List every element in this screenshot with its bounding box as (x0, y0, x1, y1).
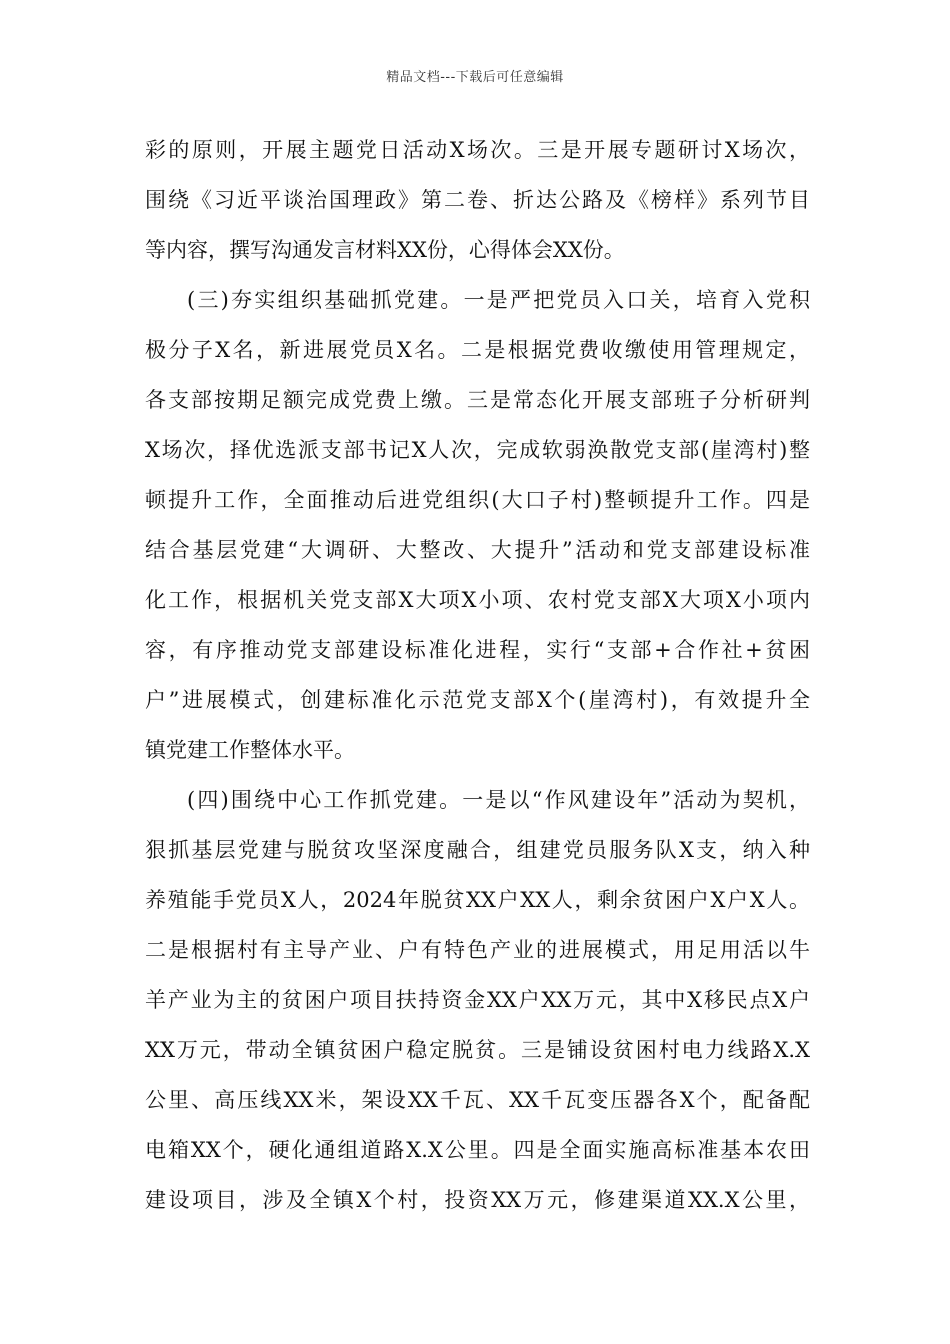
text-line: (四)围绕中心工作抓党建。一是以“作风建设年”活动为契机， (187, 788, 810, 812)
text-line: 羊产业为主的贫困户项目扶持资金XX户XX万元，其中X移民点X户 (145, 988, 810, 1012)
text-line: 围绕《习近平谈治国理政》第二卷、折达公路及《榜样》系列节目 (145, 188, 810, 212)
text-line: X场次，择优选派支部书记X人次，完成软弱涣散党支部(崖湾村)整 (145, 438, 810, 462)
text-line: 公里、高压线XX米，架设XX千瓦、XX千瓦变压器各X个，配备配 (145, 1088, 810, 1112)
text-line: 极分子X名，新进展党员X名。二是根据党费收缴使用管理规定， (145, 338, 810, 362)
text-line: 顿提升工作，全面推动后进党组织(大口子村)整顿提升工作。四是 (145, 488, 810, 512)
text-line: 狠抓基层党建与脱贫攻坚深度融合，组建党员服务队X支，纳入种 (145, 838, 810, 862)
text-line: 各支部按期足额完成党费上缴。三是常态化开展支部班子分析研判 (145, 388, 810, 412)
document-body (145, 125, 810, 1225)
text-line: 容，有序推动党支部建设标准化进程，实行“支部+合作社+贫困 (145, 638, 810, 662)
text-line: 二是根据村有主导产业、户有特色产业的进展模式，用足用活以牛 (145, 938, 810, 962)
text-line: XX万元，带动全镇贫困户稳定脱贫。三是铺设贫困村电力线路X.X (145, 1038, 810, 1062)
text-line: 镇党建工作整体水平。 (145, 738, 355, 762)
text-line: 结合基层党建“大调研、大整改、大提升”活动和党支部建设标准 (145, 538, 810, 562)
text-line: 电箱XX个，硬化通组道路X.X公里。四是全面实施高标准基本农田 (145, 1138, 810, 1162)
text-line: 户”进展模式，创建标准化示范党支部X个(崖湾村)，有效提升全 (145, 688, 810, 712)
text-line: 养殖能手党员X人，2024年脱贫XX户XX人，剩余贫困户X户X人。 (145, 888, 810, 912)
text-line: (三)夯实组织基础抓党建。一是严把党员入口关，培育入党积 (187, 288, 810, 312)
text-line: 建设项目，涉及全镇X个村，投资XX万元，修建渠道XX.X公里， (145, 1188, 810, 1212)
text-line: 等内容，撰写沟通发言材料XX份，心得体会XX份。 (145, 238, 625, 262)
page-header: 精品文档---下载后可任意编辑 (386, 70, 564, 85)
text-line: 彩的原则，开展主题党日活动X场次。三是开展专题研讨X场次， (145, 138, 810, 162)
text-line: 化工作，根据机关党支部X大项X小项、农村党支部X大项X小项内 (145, 588, 810, 612)
